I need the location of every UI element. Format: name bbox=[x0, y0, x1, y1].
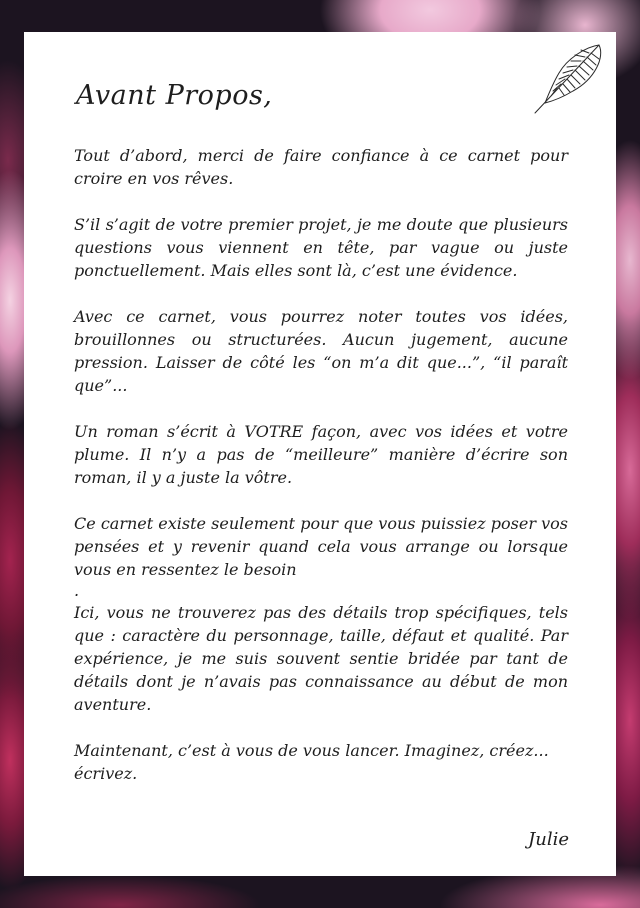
paragraph-intro: Tout d’abord, merci de faire confiance à ce carnet pour croire en vos rêves. bbox=[74, 146, 568, 188]
page-title: Avant Propos, bbox=[76, 80, 273, 111]
paragraph-purpose: Ce carnet existe seulement pour que vous puissiez poser vos pensées et y revenir quand cela vous arrange ou lorsque vous en ressentez le besoin bbox=[74, 514, 568, 579]
page-card bbox=[24, 32, 616, 876]
paragraph-questions: S’il s’agit de votre premier projet, je me doute que plusieurs questions vous viennent en tête, par vague ou juste ponctuellement. Mais elles sont là, c’est une évidence. bbox=[74, 215, 568, 280]
paragraph-notebook: Avec ce carnet, vous pourrez noter toutes vos idées, brouillonnes ou structurées. Aucun jugement, aucune pression. Laisser de côté les “on m’a dit que...”, “il paraît que”... bbox=[74, 307, 568, 395]
signature: Julie bbox=[528, 829, 569, 850]
paragraph-novel: Un roman s’écrit à VOTRE façon, avec vos idées et votre plume. Il n’y a pas de “meilleure” manière d’écrire son roman, il y a juste la vôtre. bbox=[74, 422, 568, 487]
paragraph-details: Ici, vous ne trouverez pas des détails trop spécifiques, tels que : caractère du personnage, taille, défaut et qualité. Par expérience, je me suis souvent sentie bridée par tant de détails dont je n’avais pas connaissance au début de mon aventure. bbox=[74, 603, 568, 714]
feather-icon bbox=[529, 37, 609, 117]
paragraph-closing: Maintenant, c’est à vous de vous lancer. Imaginez, créez... écrivez. bbox=[74, 741, 549, 783]
document-body bbox=[74, 144, 568, 808]
stray-period: . bbox=[74, 581, 80, 600]
